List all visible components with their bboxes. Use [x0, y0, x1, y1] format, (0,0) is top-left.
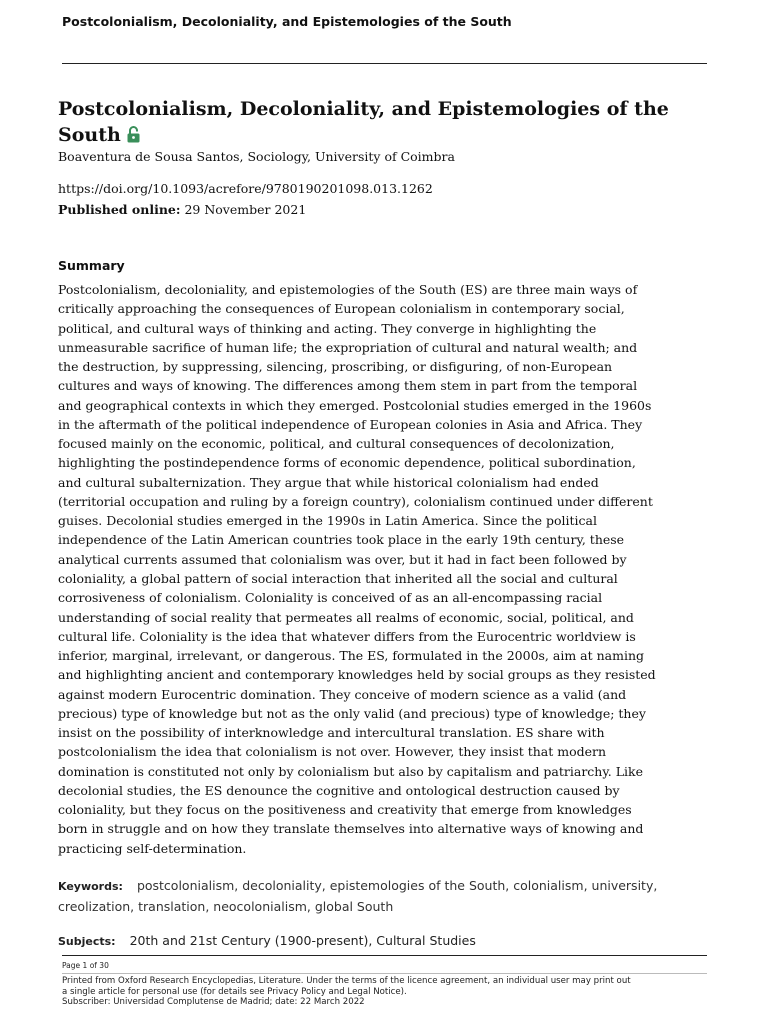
summary-line: critically approaching the consequences of European colonialism in contemporary social, — [58, 301, 625, 317]
summary-line: Postcolonialism, decoloniality, and epistemologies of the South (ES) are three main ways of — [58, 282, 638, 297]
summary-line: coloniality, a global pattern of social interaction that inherited all the social and cultural — [58, 570, 618, 586]
summary-line: corrosiveness of colonialism. Coloniality is conceived of as an all-encompassing racial — [58, 590, 603, 606]
summary-line: domination is constituted not only by colonialism but also by capitalism and patriarchy. Like — [58, 763, 643, 779]
page-number: Page 1 of 30 — [62, 961, 109, 970]
article-title — [58, 96, 708, 150]
summary-line: in the aftermath of the political independence of European colonies in Asia and Africa. They — [58, 416, 643, 432]
footer-divider-thin — [62, 973, 707, 974]
published-line — [58, 202, 306, 217]
print-notice-line: Printed from Oxford Research Encyclopedias, Literature. Under the terms of the licence agreement, an individual user may print out — [62, 976, 631, 986]
subjects-block — [58, 933, 476, 948]
summary-line: cultural life. Coloniality is the idea that whatever differs from the Eurocentric worldview is — [58, 628, 636, 644]
published-date: 29 November 2021 — [184, 202, 307, 217]
published-label: Published online: — [58, 202, 181, 217]
keywords-block — [58, 876, 708, 917]
summary-line: political, and cultural ways of thinking and acting. They converge in highlighting the — [58, 320, 597, 336]
doi-link[interactable]: https://doi.org/10.1093/acrefore/9780190201098.013.1262 — [58, 181, 433, 196]
summary-body — [58, 280, 708, 858]
summary-line: inferior, marginal, irrelevant, or dangerous. The ES, formulated in the 2000s, aim at naming — [58, 648, 645, 664]
title-line-1: Postcolonialism, Decoloniality, and Epistemologies of the — [58, 98, 669, 120]
summary-line: and cultural subalternization. They argue that while historical colonialism had ended — [58, 474, 599, 490]
summary-line: practicing self-determination. — [58, 840, 247, 856]
keywords-list-part-1: postcolonialism, decoloniality, epistemologies of the South, colonialism, university, — [136, 878, 658, 893]
print-notice-line: a single article for personal use (for details see Privacy Policy and Legal Notice). — [62, 986, 407, 997]
summary-line: and geographical contexts in which they emerged. Postcolonial studies emerged in the 1960s — [58, 397, 652, 413]
header-divider — [62, 63, 707, 64]
subjects-value: 20th and 21st Century (1900-present), Cultural Studies — [129, 933, 476, 948]
summary-line: highlighting the postindependence forms of economic dependence, political subordination, — [58, 455, 636, 471]
summary-line: understanding of social reality that permeates all realms of economic, social, political, and — [58, 609, 634, 625]
subjects-label: Subjects: — [58, 935, 116, 948]
summary-line: (territorial occupation and ruling by a foreign country), colonialism continued under different — [58, 493, 653, 509]
summary-line: decolonial studies, the ES denounce the cognitive and ontological destruction caused by — [58, 782, 620, 798]
running-head: Postcolonialism, Decoloniality, and Epistemologies of the South — [62, 14, 512, 29]
summary-line: postcolonialism the idea that colonialism is not over. However, they insist that modern — [58, 744, 607, 760]
print-notice — [62, 976, 707, 1008]
summary-heading: Summary — [58, 258, 125, 273]
summary-line: coloniality, but they focus on the positiveness and creativity that emerge from knowledges — [58, 802, 632, 818]
summary-line: born in struggle and on how they translate themselves into alternative ways of knowing and — [58, 821, 644, 837]
open-lock-icon[interactable] — [127, 124, 140, 150]
summary-line: precious) type of knowledge but not as the only valid (and precious) type of knowledge; they — [58, 705, 646, 721]
summary-line: the destruction, by suppressing, silencing, proscribing, or disfiguring, of non-European — [58, 359, 613, 375]
summary-line: analytical currents assumed that colonialism was over, but it had in fact been followed by — [58, 551, 627, 567]
summary-line: unmeasurable sacrifice of human life; the expropriation of cultural and natural wealth; and — [58, 339, 638, 355]
summary-line: cultures and ways of knowing. The differences among them stem in part from the temporal — [58, 378, 638, 394]
print-notice-line: Subscriber: Universidad Complutense de Madrid; date: 22 March 2022 — [62, 997, 365, 1008]
summary-line: independence of the Latin American countries took place in the early 19th century, these — [58, 532, 625, 548]
keywords-line-1 — [58, 876, 708, 897]
footer-divider — [62, 955, 707, 956]
title-line-2: South — [58, 124, 121, 146]
summary-line: against modern Eurocentric domination. They conceive of modern science as a valid (and — [58, 686, 627, 702]
summary-line: guises. Decolonial studies emerged in the 1990s in Latin America. Since the political — [58, 513, 597, 529]
summary-line: insist on the possibility of interknowledge and intercultural translation. ES share with — [58, 725, 605, 741]
summary-line: focused mainly on the economic, political, and cultural consequences of decolonization, — [58, 436, 615, 452]
keywords-list-part-2: creolization, translation, neocolonialism, global South — [58, 899, 394, 914]
summary-line: and highlighting ancient and contemporary knowledges held by social groups as they resisted — [58, 667, 656, 683]
author-line: Boaventura de Sousa Santos, Sociology, University of Coimbra — [58, 149, 455, 164]
keywords-label: Keywords: — [58, 880, 123, 893]
